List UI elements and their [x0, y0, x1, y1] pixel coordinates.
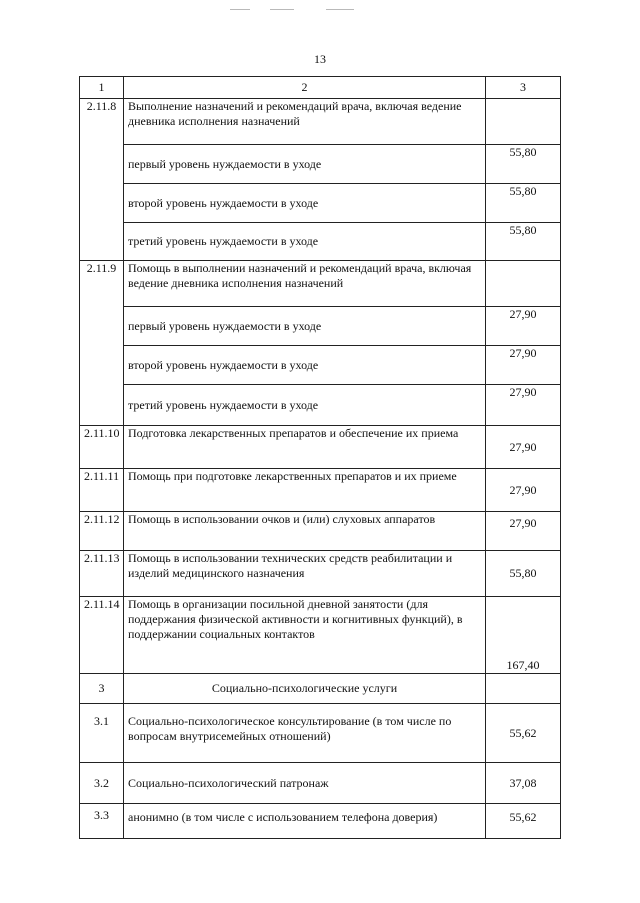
row-title: Помощь в использовании технических средств реабилитации и изделий медицинского назначения	[124, 551, 486, 597]
table-row	[80, 426, 561, 469]
row-value: 27,90	[486, 385, 561, 426]
row-value: 27,90	[486, 426, 561, 469]
row-value: 55,80	[486, 551, 561, 597]
table-row	[80, 804, 561, 839]
table-row	[80, 597, 561, 674]
row-value-empty	[486, 674, 561, 704]
row-title: Подготовка лекарственных препаратов и обеспечение их приема	[124, 426, 486, 469]
row-code: 2.11.9	[80, 261, 124, 426]
table-row	[80, 385, 561, 426]
row-value: 27,90	[486, 307, 561, 346]
row-value: 55,62	[486, 704, 561, 763]
row-code: 3.3	[80, 804, 124, 839]
table-row	[80, 346, 561, 385]
row-title: Социально-психологическое консультирование (в том числе по вопросам внутрисемейных отношений)	[124, 704, 486, 763]
row-title: анонимно (в том числе с использованием телефона доверия)	[124, 804, 486, 839]
table-row	[80, 469, 561, 512]
table-row	[80, 99, 561, 145]
row-level-label: второй уровень нуждаемости в уходе	[124, 346, 486, 385]
row-title: Помощь в выполнении назначений и рекомендаций врача, включая ведение дневника исполнения назначений	[124, 261, 486, 307]
row-value: 37,08	[486, 763, 561, 804]
table-row	[80, 223, 561, 261]
scan-marks	[230, 9, 360, 12]
row-code: 2.11.11	[80, 469, 124, 512]
header-col-2: 2	[124, 77, 486, 99]
row-value: 55,80	[486, 223, 561, 261]
table-row	[80, 261, 561, 307]
header-col-3: 3	[486, 77, 561, 99]
row-title: Помощь при подготовке лекарственных препаратов и их приеме	[124, 469, 486, 512]
row-title: Помощь в организации посильной дневной занятости (для поддержания физической активности и когнитивных функций), в поддержании социальных контактов	[124, 597, 486, 674]
row-value: 55,62	[486, 804, 561, 839]
page-number: 13	[314, 52, 326, 66]
row-value: 167,40	[486, 597, 561, 674]
row-title: Выполнение назначений и рекомендаций врача, включая ведение дневника исполнения назначений	[124, 99, 486, 145]
row-value-empty	[486, 261, 561, 307]
row-code: 2.11.8	[80, 99, 124, 261]
table-row	[80, 307, 561, 346]
row-code: 2.11.12	[80, 512, 124, 551]
row-value-empty	[486, 99, 561, 145]
table-row	[80, 551, 561, 597]
row-level-label: второй уровень нуждаемости в уходе	[124, 184, 486, 223]
row-code: 2.11.13	[80, 551, 124, 597]
table-header-row	[80, 77, 561, 99]
row-value: 27,90	[486, 469, 561, 512]
row-code: 3.1	[80, 704, 124, 763]
row-level-label: третий уровень нуждаемости в уходе	[124, 223, 486, 261]
services-table	[79, 76, 561, 839]
row-title: Социально-психологический патронаж	[124, 763, 486, 804]
section-row	[80, 674, 561, 704]
row-value: 55,80	[486, 145, 561, 184]
row-level-label: первый уровень нуждаемости в уходе	[124, 145, 486, 184]
row-title: Помощь в использовании очков и (или) слуховых аппаратов	[124, 512, 486, 551]
section-title: Социально-психологические услуги	[124, 674, 486, 704]
section-code: 3	[80, 674, 124, 704]
row-code: 2.11.14	[80, 597, 124, 674]
row-value: 55,80	[486, 184, 561, 223]
row-code: 3.2	[80, 763, 124, 804]
row-code: 2.11.10	[80, 426, 124, 469]
row-level-label: третий уровень нуждаемости в уходе	[124, 385, 486, 426]
table-row	[80, 704, 561, 763]
table-row	[80, 184, 561, 223]
table-row	[80, 512, 561, 551]
row-value: 27,90	[486, 346, 561, 385]
row-value: 27,90	[486, 512, 561, 551]
header-col-1: 1	[80, 77, 124, 99]
table-row	[80, 763, 561, 804]
table-row	[80, 145, 561, 184]
row-level-label: первый уровень нуждаемости в уходе	[124, 307, 486, 346]
